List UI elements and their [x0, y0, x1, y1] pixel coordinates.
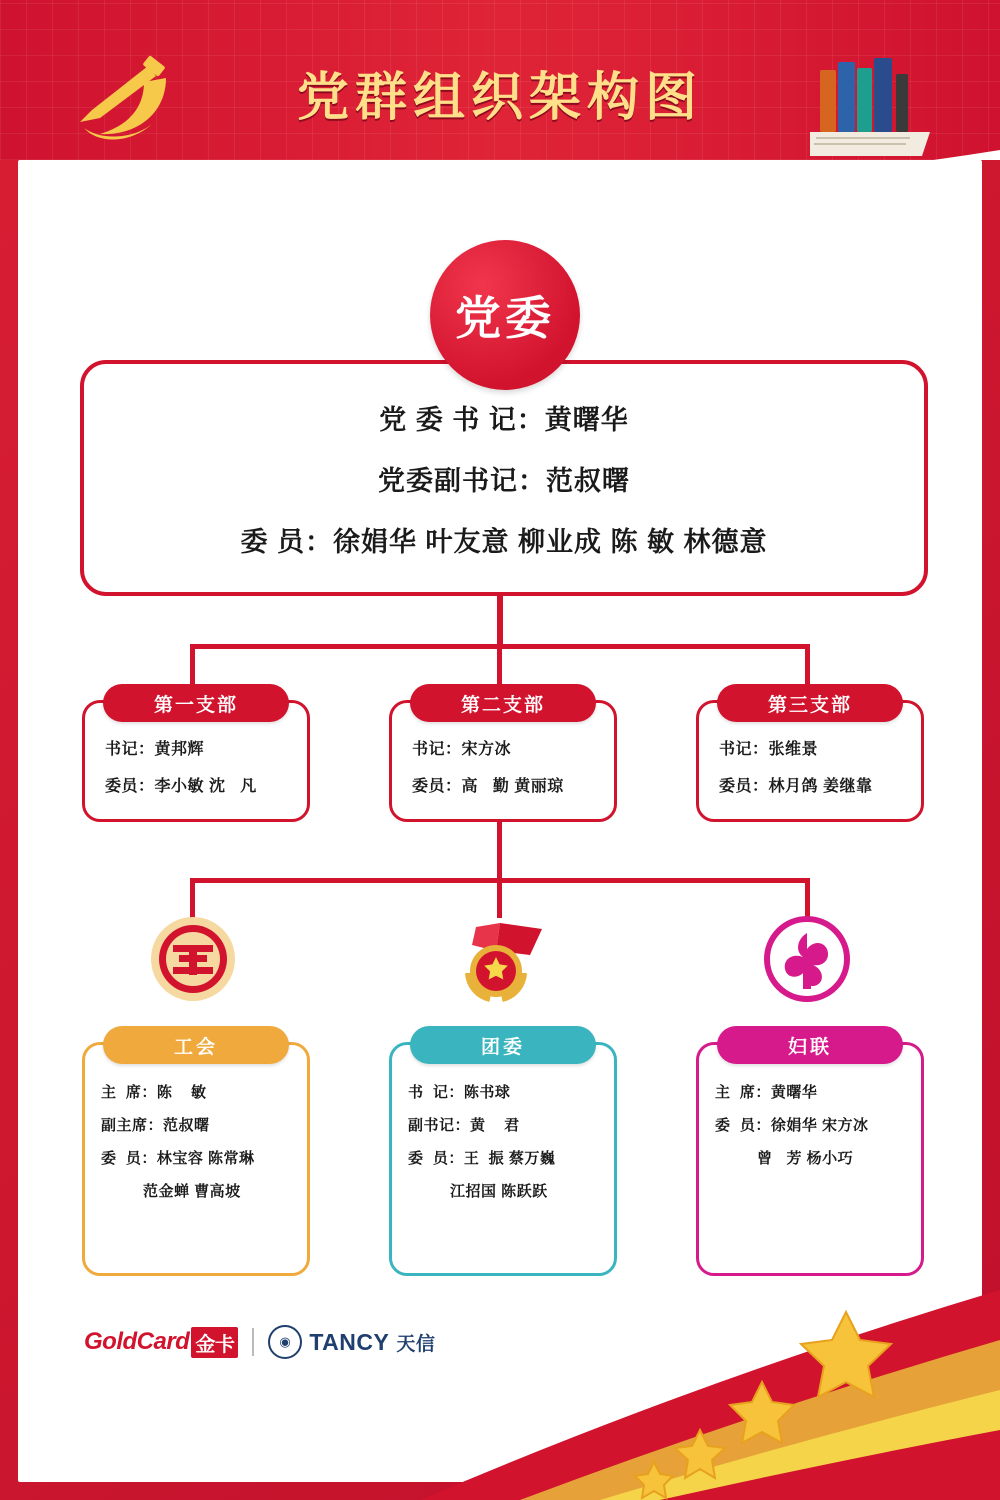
goldcard-logo — [84, 1327, 238, 1358]
branch-title-3: 第三支部 — [717, 684, 903, 722]
connector-group-3 — [805, 878, 810, 918]
committee-line-members: 委 员：徐娟华 叶友意 柳业成 陈 敏 林德意 — [240, 526, 768, 557]
branch-title-2: 第二支部 — [410, 684, 596, 722]
branch-card-1[interactable] — [82, 694, 310, 822]
connector-group-1 — [190, 878, 195, 918]
branch-row-secretary-3: 书记：张维景 — [719, 741, 819, 758]
group-row-women-2: 委 员：徐娟华 宋方冰 — [715, 1117, 869, 1134]
page-title: 党群组织架构图 — [296, 69, 703, 127]
group-row-union-4: 范金蝉 曹高坡 — [101, 1183, 241, 1200]
logo-divider — [252, 1328, 254, 1356]
goldcard-logo-cn: 金卡 — [191, 1327, 238, 1358]
node-party-committee[interactable] — [430, 240, 580, 390]
group-row-league-3: 委 员：王 振 蔡万巍 — [408, 1150, 556, 1167]
branch-row-members-1: 委员：李小敏 沈 凡 — [105, 778, 257, 795]
group-title-womens-federation: 妇联 — [717, 1026, 903, 1064]
footer-ribbon-decoration — [0, 1230, 1000, 1500]
branch-title-1: 第一支部 — [103, 684, 289, 722]
group-row-women-1: 主 席：黄曙华 — [715, 1084, 818, 1101]
group-row-union-2: 副主席：范叔曙 — [101, 1117, 210, 1134]
tancy-logo-cn: 天信 — [396, 1333, 436, 1355]
youth-league-emblem-icon — [456, 915, 544, 1003]
group-row-union-1: 主 席：陈 敏 — [101, 1084, 207, 1101]
tancy-logo-text: TANCY — [309, 1328, 390, 1355]
footer-logos — [84, 1322, 435, 1362]
group-row-league-1: 书 记：陈书球 — [408, 1084, 511, 1101]
union-emblem-icon — [149, 915, 237, 1003]
branch-row-members-2: 委员：高 勤 黄丽琼 — [412, 778, 564, 795]
committee-line-secretary: 党 委 书 记：黄曙华 — [379, 404, 629, 435]
branch-row-secretary-1: 书记：黄邦辉 — [105, 741, 205, 758]
branch-card-2[interactable] — [389, 694, 617, 822]
group-row-women-3: 曾 芳 杨小巧 — [715, 1150, 854, 1167]
tancy-mark-icon: ◉ — [268, 1325, 302, 1359]
goldcard-logo-text: GoldCard — [84, 1328, 190, 1355]
womens-federation-emblem-icon — [763, 915, 851, 1003]
branch-row-members-3: 委员：林月鸽 姜继靠 — [719, 778, 873, 795]
group-title-youth-league: 团委 — [410, 1026, 596, 1064]
branch-row-secretary-2: 书记：宋方冰 — [412, 741, 512, 758]
group-title-union: 工会 — [103, 1026, 289, 1064]
group-row-league-4: 江招国 陈跃跃 — [408, 1183, 548, 1200]
branch-card-3[interactable] — [696, 694, 924, 822]
group-row-union-3: 委 员：林宝容 陈常琳 — [101, 1150, 255, 1167]
tancy-logo — [268, 1325, 435, 1359]
committee-line-deputy: 党委副书记：范叔曙 — [378, 465, 630, 496]
connector-group-2 — [497, 878, 502, 918]
committee-members-box — [80, 360, 928, 596]
group-row-league-2: 副书记：黄 君 — [408, 1117, 520, 1134]
connector-committee-down — [497, 588, 503, 648]
node-party-committee-label: 党委 — [455, 292, 555, 344]
